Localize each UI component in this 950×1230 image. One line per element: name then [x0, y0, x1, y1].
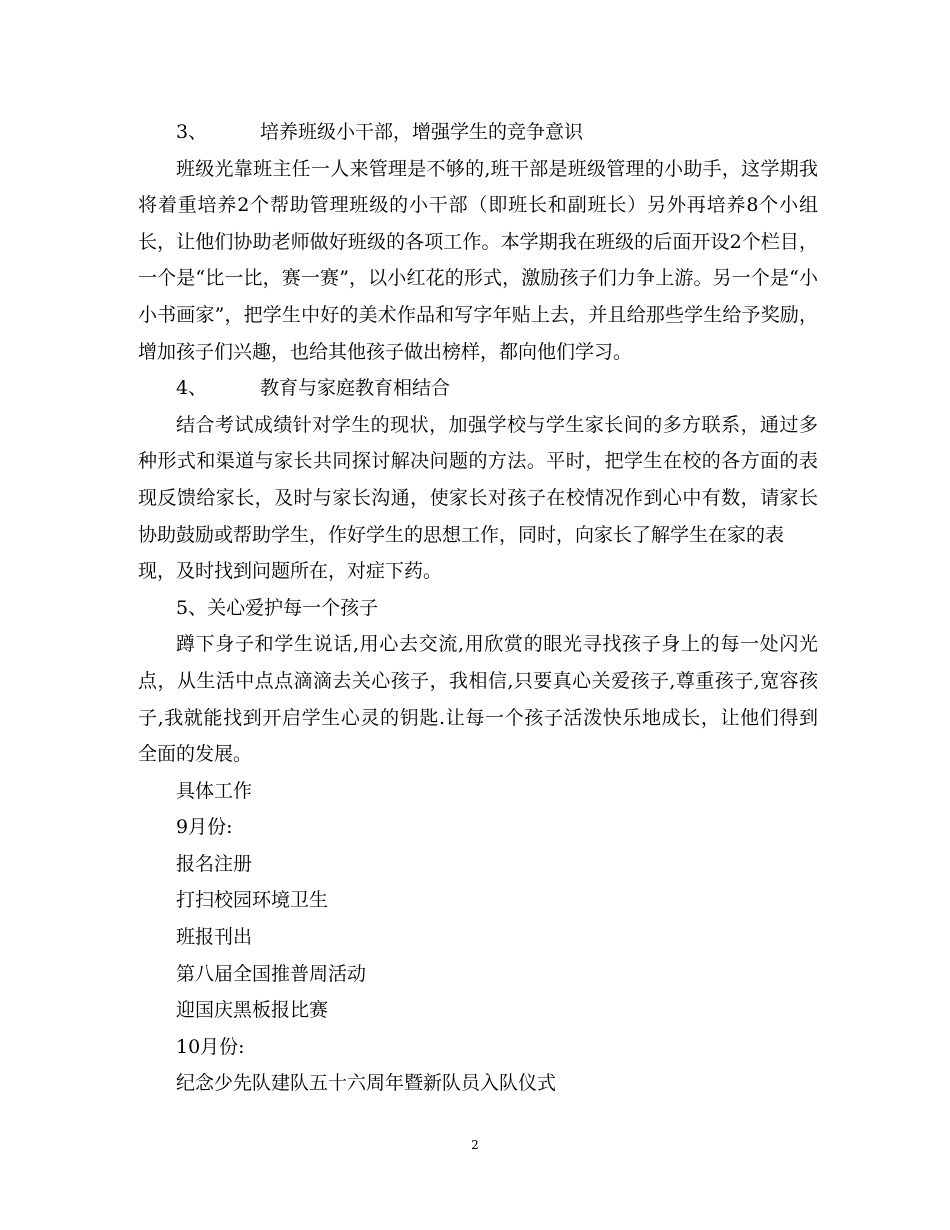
october-item: 纪念少先队建队五十六周年暨新队员入队仪式: [176, 1072, 557, 1095]
september-item: 报名注册: [176, 852, 253, 875]
section-5-paragraph-line-4: 全面的发展。: [138, 743, 253, 766]
section-3-heading: [138, 114, 818, 151]
section-4-number: 4、: [176, 377, 208, 400]
section-5-heading: 5、关心爱护每一个孩子: [176, 596, 379, 619]
section-5-paragraph-line-1: 蹲下身子和学生说话,用心去交流,用欣赏的眼光寻找孩子身上的每一处闪光: [176, 633, 818, 656]
section-3-paragraph-line-1: 班级光靠班主任一人来管理是不够的,班干部是班级管理的小助手，这学期我: [176, 157, 818, 180]
work-heading: 具体工作: [176, 779, 253, 802]
september-item: 班报刊出: [176, 926, 253, 949]
september-item: 打扫校园环境卫生: [176, 889, 329, 912]
section-3-paragraph-line-2: 将着重培养2个帮助管理班级的小干部（即班长和副班长）另外再培养8个小组: [138, 194, 818, 217]
section-4-paragraph-line-4: 协助鼓励或帮助学生，作好学生的思想工作，同时，向家长了解学生在家的表: [138, 523, 785, 546]
section-3-paragraph-line-5: 小书画家”，把学生中好的美术作品和写字年贴上去，并且给那些学生给予奖励，: [138, 303, 818, 326]
page-content: [138, 114, 818, 1102]
section-3-number: 3、: [176, 121, 208, 143]
section-5-paragraph-line-3: 子,我就能找到开启学生心灵的钥匙.让每一个孩子活泼快乐地成长，让他们得到: [138, 706, 818, 729]
september-item: 第八届全国推普周活动: [176, 962, 367, 985]
section-4-paragraph-line-2: 种形式和渠道与家长共同探讨解决问题的方法。平时，把学生在校的各方面的表: [138, 450, 818, 473]
section-3-paragraph-line-3: 长，让他们协助老师做好班级的各项工作。本学期我在班级的后面开设2个栏目，: [138, 230, 818, 253]
september-label: 9月份:: [176, 816, 233, 839]
section-4-paragraph-line-5: 现，及时找到问题所在，对症下药。: [138, 560, 443, 583]
section-4-heading: [138, 370, 818, 407]
section-5-paragraph-line-2: 点，从生活中点点滴滴去关心孩子，我相信,只要真心关爱孩子,尊重孩子,宽容孩: [138, 669, 818, 692]
section-3-paragraph-line-4: 一个是“比一比，赛一赛”，以小红花的形式，激励孩子们力争上游。另一个是“小: [138, 267, 818, 290]
page-number: 2: [471, 1138, 479, 1152]
october-label: 10月份:: [176, 1035, 245, 1058]
section-3-paragraph-line-6: 增加孩子们兴趣，也给其他孩子做出榜样，都向他们学习。: [138, 340, 633, 363]
section-3-title: 培养班级小干部，增强学生的竞争意识: [260, 121, 584, 143]
september-item: 迎国庆黑板报比赛: [176, 999, 329, 1022]
section-4-paragraph-line-3: 现反馈给家长，及时与家长沟通，使家长对孩子在校情况作到心中有数，请家长: [138, 486, 818, 509]
section-4-paragraph-line-1: 结合考试成绩针对学生的现状，加强学校与学生家长间的多方联系，通过多: [176, 413, 818, 436]
section-4-title: 教育与家庭教育相结合: [260, 377, 451, 400]
